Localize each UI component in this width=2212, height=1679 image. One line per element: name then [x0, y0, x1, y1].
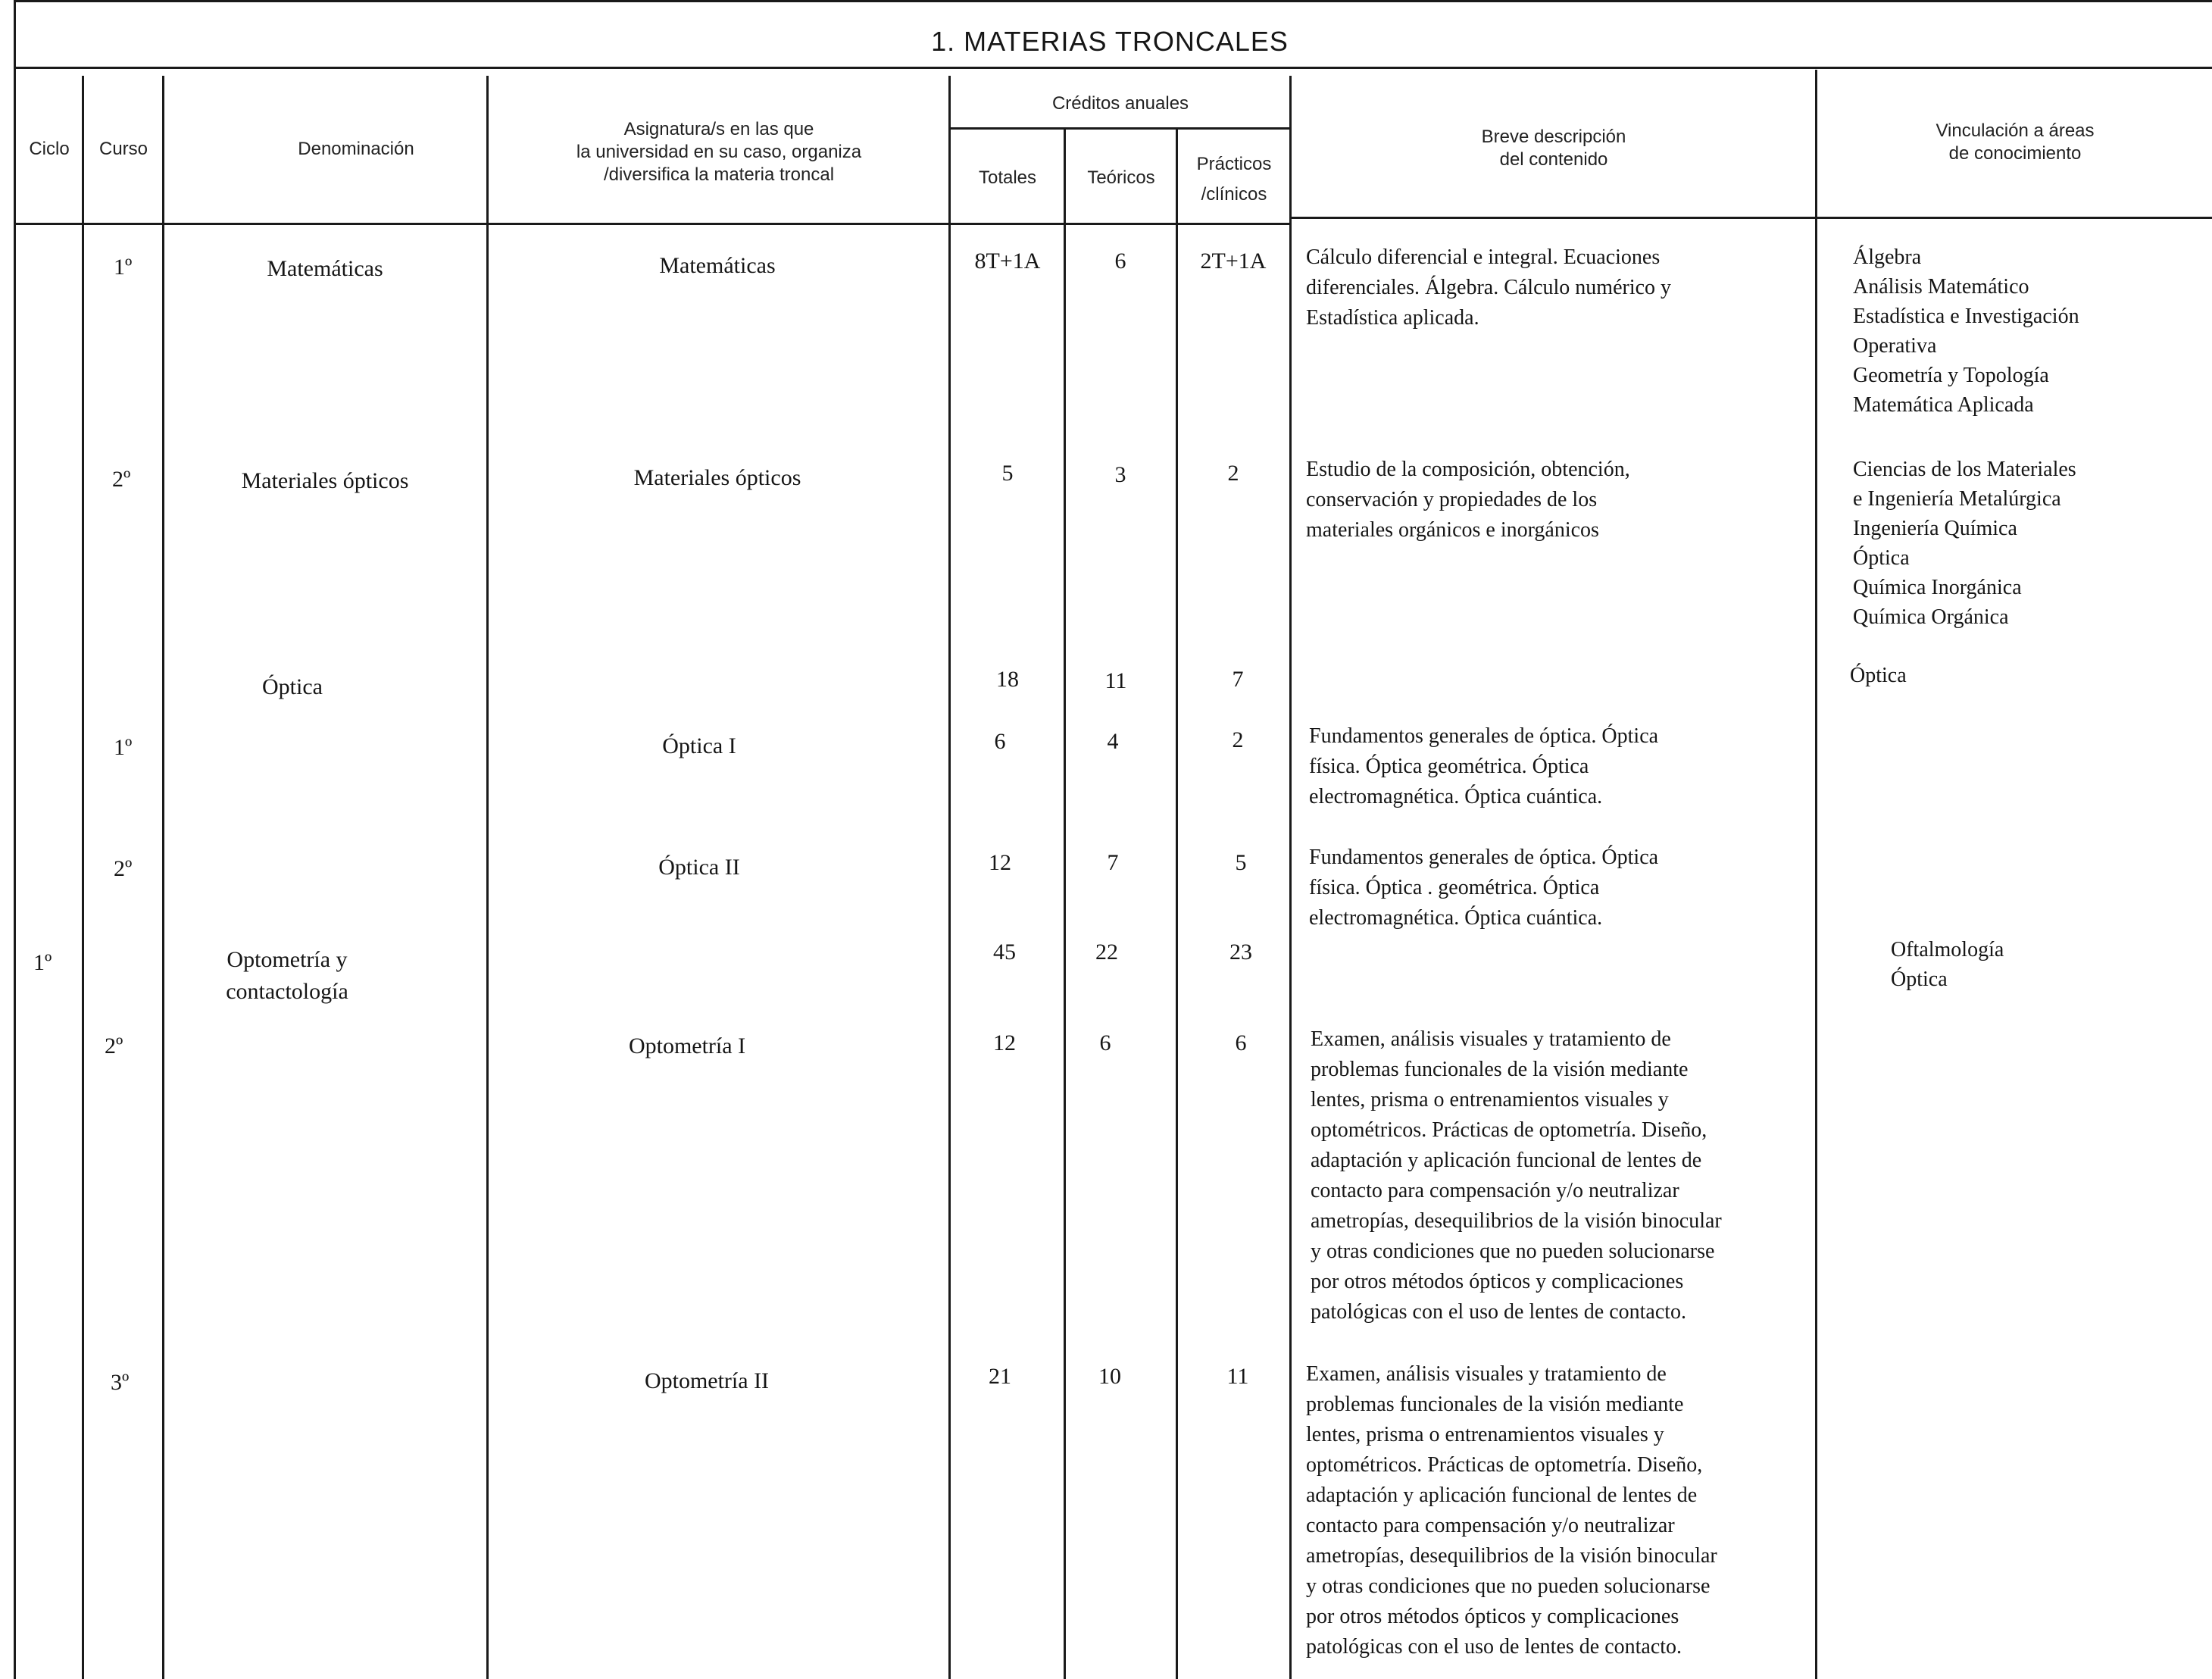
asig-matematicas: Matemáticas	[659, 253, 776, 278]
header-bottom-left	[14, 223, 1291, 225]
curso-optometria2: 3º	[111, 1370, 130, 1395]
header-ciclo: Ciclo	[29, 139, 70, 159]
header-descripcion: Breve descripción del contenido	[1481, 127, 1626, 170]
header-asignatura: Asignatura/s en las que la universidad en su caso, organiza /diversifica la materia troncal	[576, 119, 862, 185]
denom-optica: Óptica	[262, 674, 323, 699]
header-bottom-right	[1291, 217, 2212, 219]
asig-optica2: Óptica II	[658, 855, 740, 880]
curso-optica1: 1º	[114, 735, 133, 760]
col-ciclo-curso	[82, 76, 84, 1679]
col-asig-tot	[948, 76, 951, 1679]
curso-materiales: 2º	[112, 467, 131, 492]
desc-optometria1: Examen, análisis visuales y tratamiento de problemas funcionales de la visión mediante lentes, prisma o entrenamientos visuales y optométricos. Prácticas de optometría. Diseño, adaptación y aplicación funcional de lentes de contacto para compensación y/o neutralizar ametropías, desequilibrios de la visión binocular y otras condiciones que no pueden solucionarse por otros métodos ópticos y complicaciones patológicas con el uso de lentes de contacto.	[1311, 1027, 1722, 1324]
areas-matematicas: Álgebra Análisis Matemático Estadística e Investigación Operativa Geometría y Topología Matemática Aplicada	[1853, 245, 2079, 417]
areas-optica: Óptica	[1850, 664, 1907, 687]
totales-materiales: 5	[1001, 461, 1014, 486]
header-practicos: Prácticos /clínicos	[1196, 154, 1272, 205]
desc-optometria2: Examen, análisis visuales y tratamiento de problemas funcionales de la visión mediante lentes, prisma o entrenamientos visuales y optométricos. Prácticas de optometría. Diseño, adaptación y aplicación funcional de lentes de contacto para compensación y/o neutralizar ametropías, desequilibrios de la visión binocular y otras condiciones que no pueden solucionarse por otros métodos ópticos y complicaciones patológicas con el uso de lentes de contacto.	[1306, 1362, 1717, 1659]
asig-optica1: Óptica I	[662, 733, 736, 758]
denom-matematicas: Matemáticas	[267, 256, 383, 281]
col-teo-prac	[1176, 127, 1178, 1679]
areas-materiales: Ciencias de los Materiales e Ingeniería Metalúrgica Ingeniería Química Óptica Química Inorgánica Química Orgánica	[1853, 458, 2076, 629]
title-divider	[14, 67, 2212, 69]
asig-optometria2: Optometría II	[644, 1368, 770, 1393]
totales-matematicas: 8T+1A	[974, 249, 1041, 274]
curso-optometria1: 2º	[105, 1033, 123, 1058]
header-totales: Totales	[978, 167, 1037, 188]
teoricos-optica1: 4	[1107, 729, 1119, 754]
table-title: 1. MATERIAS TRONCALES	[931, 26, 1289, 57]
left-border	[14, 0, 16, 1679]
desc-optica2: Fundamentos generales de óptica. Óptica física. Óptica . geométrica. Óptica electromagnética. Óptica cuántica.	[1309, 846, 1659, 930]
col-tot-teo	[1064, 127, 1066, 1679]
practicos-optometria: 23	[1229, 940, 1252, 965]
teoricos-optometria2: 10	[1098, 1364, 1121, 1389]
desc-materiales: Estudio de la composición, obtención, conservación y propiedades de los materiales orgánicos e inorgánicos	[1306, 458, 1630, 542]
totales-optica1: 6	[994, 729, 1006, 754]
teoricos-matematicas: 6	[1114, 249, 1126, 274]
header-curso: Curso	[98, 139, 148, 159]
denom-materiales: Materiales ópticos	[241, 468, 409, 493]
practicos-optometria2: 11	[1226, 1364, 1249, 1389]
practicos-matematicas: 2T+1A	[1200, 249, 1267, 274]
teoricos-optica2: 7	[1107, 850, 1119, 875]
col-curso-denom	[162, 76, 164, 1679]
desc-optica1: Fundamentos generales de óptica. Óptica física. Óptica geométrica. Óptica electromagnética. Óptica cuántica.	[1309, 724, 1659, 808]
totales-optometria: 45	[993, 940, 1016, 965]
top-border	[14, 0, 2212, 2]
practicos-optica: 7	[1232, 667, 1244, 692]
practicos-optica2: 5	[1235, 850, 1247, 875]
header-vinculacion: Vinculación a áreas de conocimiento	[1936, 120, 2095, 164]
denom-optometria: Optometría y contactología	[226, 947, 348, 1004]
teoricos-optometria1: 6	[1099, 1030, 1111, 1055]
curso-matematicas: 1º	[114, 255, 133, 280]
col-desc-area	[1815, 70, 1817, 1679]
totales-optica: 18	[996, 667, 1019, 692]
header-creditos: Créditos anuales	[1051, 93, 1189, 114]
header-denominacion: Denominación	[298, 139, 414, 159]
teoricos-materiales: 3	[1114, 462, 1126, 487]
teoricos-optometria: 22	[1095, 940, 1118, 965]
practicos-materiales: 2	[1227, 461, 1239, 486]
practicos-optica1: 2	[1232, 727, 1244, 752]
header-teoricos: Teóricos	[1087, 167, 1155, 188]
creditos-divider	[948, 127, 1291, 130]
asig-materiales: Materiales ópticos	[633, 465, 801, 490]
col-prac-desc	[1289, 76, 1292, 1679]
ciclo-value: 1º	[33, 950, 52, 975]
totales-optometria1: 12	[993, 1030, 1016, 1055]
totales-optica2: 12	[989, 850, 1011, 875]
desc-matematicas: Cálculo diferencial e integral. Ecuaciones diferenciales. Álgebra. Cálculo numérico y Estadística aplicada.	[1306, 245, 1672, 330]
curso-optica2: 2º	[114, 856, 133, 881]
teoricos-optica: 11	[1104, 668, 1127, 693]
areas-optometria: Oftalmología Óptica	[1891, 938, 2004, 991]
totales-optometria2: 21	[989, 1364, 1011, 1389]
asig-optometria1: Optometría I	[628, 1033, 746, 1058]
practicos-optometria1: 6	[1235, 1030, 1247, 1055]
